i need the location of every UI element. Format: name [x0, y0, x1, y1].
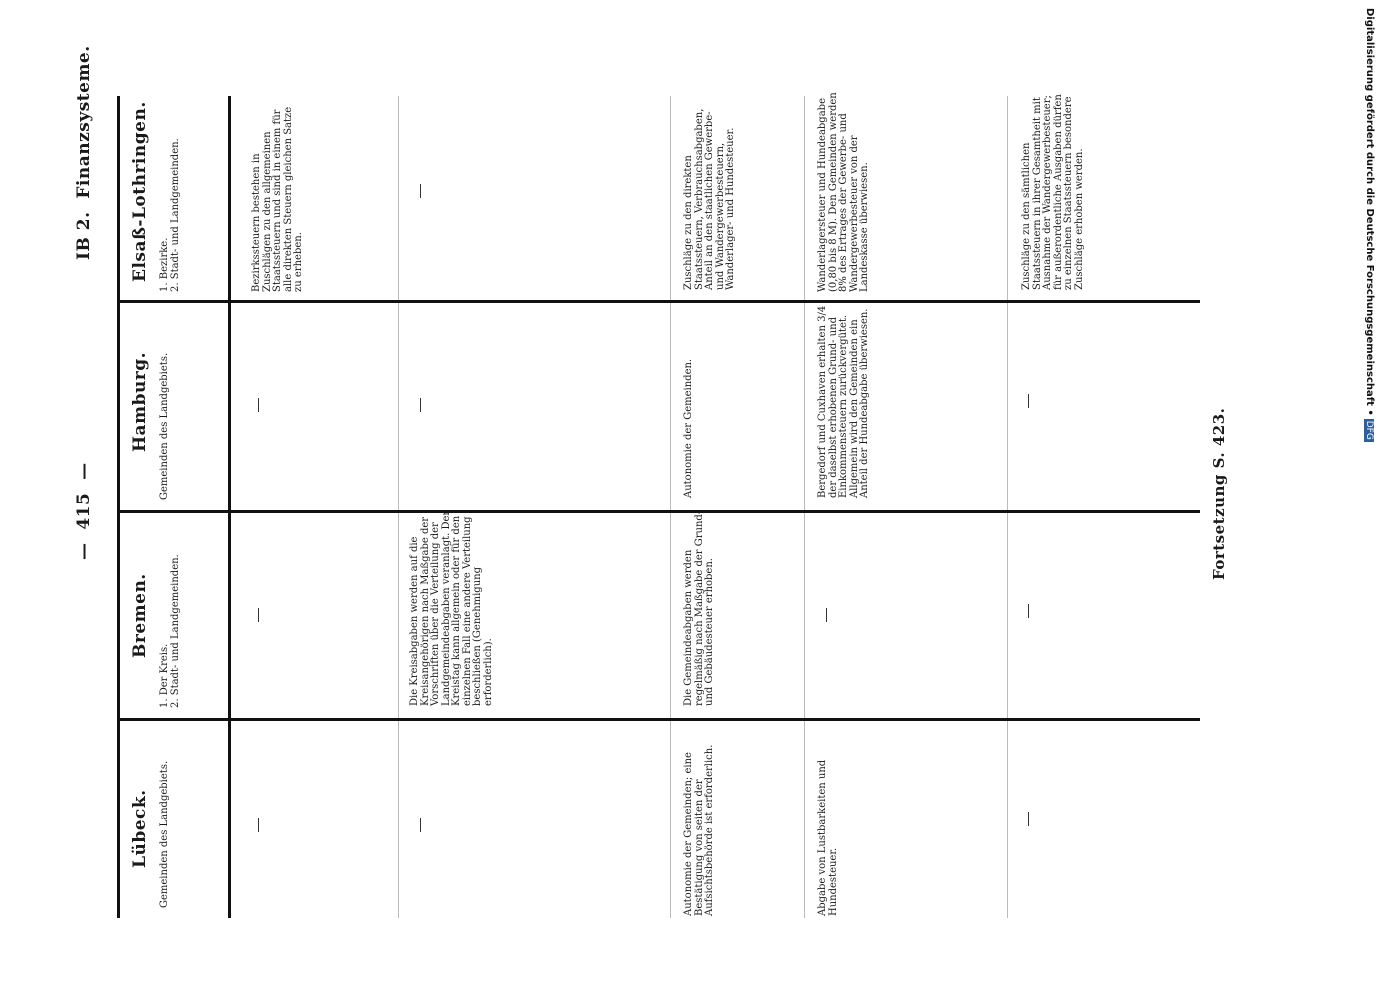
- empty-cell-dash: [258, 398, 259, 412]
- cell-text: Zuschläge zu den sämtlichen Staatssteuern in ihrer Gesamtheit mit Ausnahme der Wandergewerbesteuer; für außerordentliche Ausgaben dürfen zu einzelnen Staatssteuern besondere Zuschläge erhoben werden.: [1021, 94, 1085, 290]
- header-bottom-rule: [228, 96, 231, 918]
- unit-item: Gemeinden des Landgebiets.: [159, 760, 170, 908]
- column-divider: [117, 300, 1200, 303]
- digitization-text: Digitalisierung gefördert durch die Deutsche Forschungsgemeinschaft •: [1364, 8, 1375, 416]
- unit-item: 2. Stadt- und Landgemeinden.: [169, 554, 181, 708]
- column-heading-luebeck: Lübeck.: [130, 789, 150, 868]
- page-dash-left: —: [74, 542, 94, 560]
- empty-cell-dash: [420, 818, 421, 832]
- row-rule: [804, 96, 805, 918]
- empty-cell-dash: [1028, 394, 1029, 408]
- page-number: 415: [74, 492, 94, 530]
- empty-cell-dash: [420, 184, 421, 198]
- unit-item: 1. Bezirke.: [159, 237, 170, 292]
- empty-cell-dash: [1028, 604, 1029, 618]
- cell-hamburg-row4: [818, 302, 871, 498]
- cell-elsass-row4: [818, 92, 871, 292]
- page-section-title: [74, 45, 94, 260]
- row-rule: [1007, 96, 1008, 918]
- cell-luebeck-row3: [684, 720, 716, 916]
- row-rule: [398, 96, 399, 918]
- cell-text: Zuschläge zu den direkten Staatssteuern, Verbrauchsabgaben, Anteil an den staatlichen Gewerbe- und Wandergewerbesteuern, Wanderlager- und Hundesteuer.: [683, 108, 736, 290]
- units-hamburg: [160, 320, 171, 500]
- cell-elsass-row1: [252, 92, 305, 292]
- empty-cell-dash: [258, 818, 259, 832]
- cell-text: Die Kreisabgaben werden auf die Kreisangehörigen nach Maßgabe der Vorschriften über die Verteilung der Landgemeindeabgaben veranlagt. Der Kreistag kann allgemein oder für den einzelnen Fall eine andere Verteilung beschließen (Genehmigung erforderlich).: [409, 510, 494, 706]
- column-heading-hamburg: Hamburg.: [130, 351, 150, 452]
- empty-cell-dash: [826, 608, 827, 622]
- cell-text: Bergedorf und Cuxhaven erhalten 3/4 der daselbst erhobenen Grund- und Einkommensteuern zurückvergütet. Allgemein wird den Gemeinden ein Anteil der Hundeabgabe überwiesen.: [817, 305, 870, 498]
- empty-cell-dash: [1028, 812, 1029, 826]
- page-number-block: [74, 462, 94, 560]
- units-luebeck: [160, 748, 171, 908]
- cell-luebeck-row4: [818, 720, 839, 916]
- dfg-logo: DFG: [1364, 420, 1374, 440]
- column-divider: [117, 718, 1200, 721]
- page-dash-right: —: [74, 462, 94, 480]
- continuation-note: Fortsetzung S. 423.: [1210, 407, 1228, 580]
- empty-cell-dash: [420, 398, 421, 412]
- cell-elsass-row3: [684, 94, 737, 290]
- units-elsass: [160, 122, 181, 292]
- units-bremen: [160, 538, 181, 708]
- empty-cell-dash: [258, 608, 259, 622]
- unit-item: Gemeinden des Landgebiets.: [159, 352, 170, 500]
- cell-hamburg-row3: [684, 302, 695, 498]
- cell-text: Autonomie der Gemeinden; eine Bestätigung von seiten der Aufsichtsbehörde ist erforderlich.: [683, 744, 715, 916]
- cell-elsass-row5: [1022, 94, 1085, 290]
- cell-text: Die Gemeindeabgaben werden regelmäßig nach Maßgabe der Grund- und Gebäudesteuer erhoben.: [683, 510, 715, 706]
- column-heading-elsass-lothringen: Elsaß-Lothringen.: [130, 101, 150, 282]
- cell-text: Abgabe von Lustbarkeiten und Hundesteuer.: [817, 759, 839, 916]
- digitization-note: [1363, 8, 1382, 442]
- section-title: Finanzsysteme.: [74, 45, 94, 199]
- cell-text: Bezirkssteuern bestehen in Zuschlägen zu den allgemeinen Staatssteuern und sind in einem für alle direkten Steuern gleichen Satze zu erheben.: [251, 106, 304, 292]
- cell-text: Wanderlagersteuer und Hundeabgabe (0,80 bis 8 M). Den Gemeinden werden 8% des Ertrages der Gewerbe- und Wandergewerbesteuer von der Landeskasse überwiesen.: [817, 92, 870, 292]
- unit-item: 2. Stadt- und Landgemeinden.: [169, 138, 181, 292]
- cell-bremen-row3: [684, 510, 716, 706]
- cell-text: Autonomie der Gemeinden.: [683, 358, 694, 498]
- section-label: IB 2.: [74, 211, 94, 260]
- cell-bremen-row2: [410, 510, 494, 706]
- unit-item: 1. Der Kreis.: [159, 643, 170, 708]
- column-heading-bremen: Bremen.: [130, 573, 150, 658]
- row-rule: [670, 96, 671, 918]
- table-top-rule: [117, 96, 120, 918]
- column-divider: [117, 510, 1200, 513]
